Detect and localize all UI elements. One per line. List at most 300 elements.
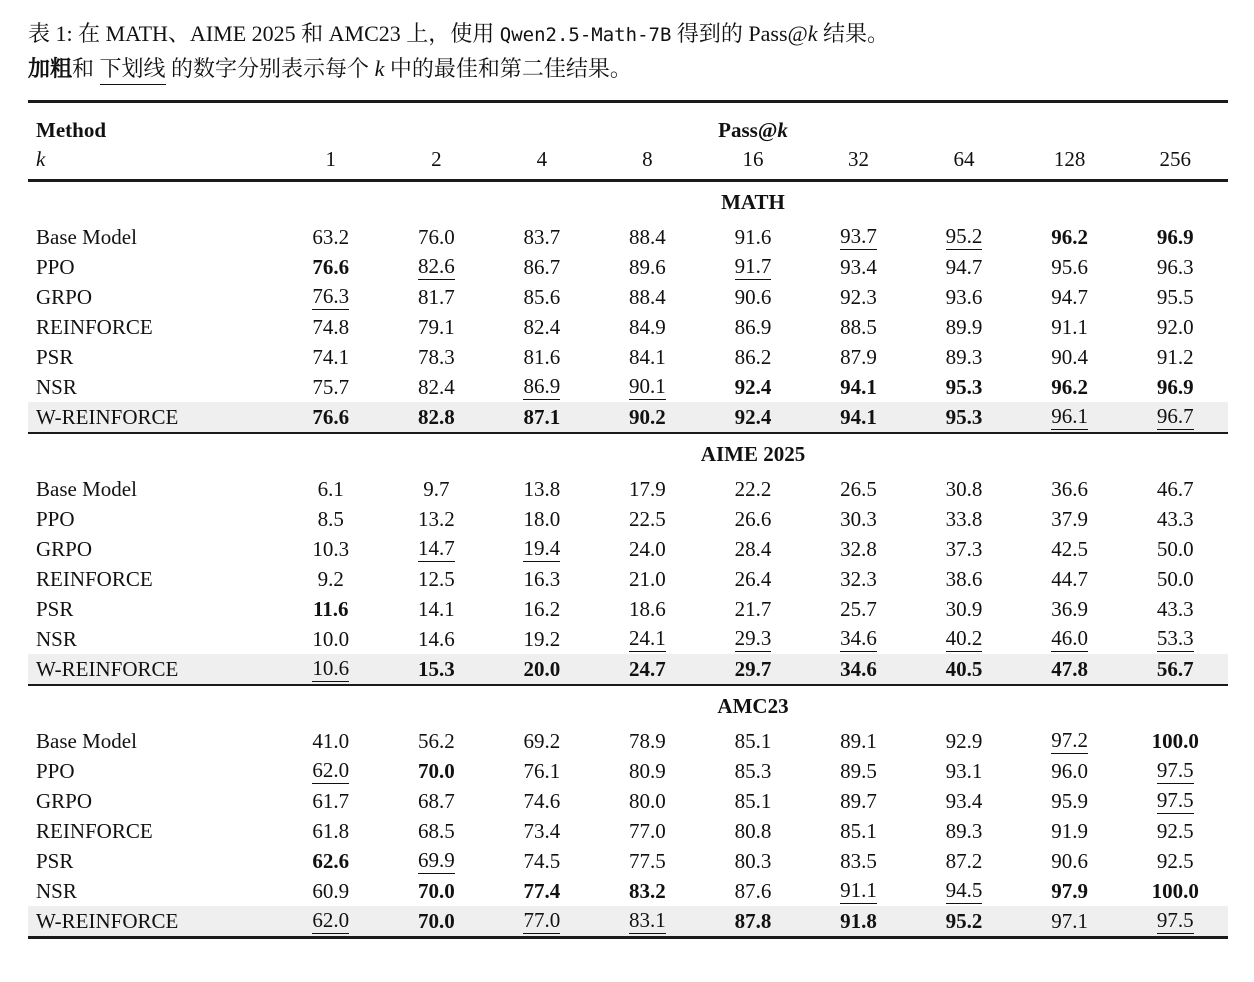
value-cell (278, 654, 384, 685)
value: 10.6 (312, 657, 349, 682)
value-cell (1122, 906, 1228, 938)
value: 30.8 (945, 476, 983, 501)
value-cell (700, 594, 806, 624)
value: 95.6 (1051, 254, 1088, 279)
method-cell: Base Model (36, 476, 137, 501)
value-cell (489, 726, 595, 756)
value: 70.0 (417, 878, 455, 903)
value-cell (700, 474, 806, 504)
value-cell (384, 504, 490, 534)
value: 13.2 (417, 506, 455, 531)
table-row (28, 594, 1228, 624)
value: 92.0 (1156, 314, 1194, 339)
value-cell (911, 372, 1017, 402)
k-row-label (28, 143, 278, 181)
value: 74.5 (523, 848, 561, 873)
value-cell (278, 726, 384, 756)
value: 47.8 (1051, 656, 1088, 681)
value: 50.0 (1156, 536, 1194, 561)
value: 46.7 (1156, 476, 1194, 501)
value: 10.0 (312, 626, 350, 651)
value: 88.4 (629, 284, 666, 309)
value-cell (384, 312, 490, 342)
value-cell (278, 534, 384, 564)
value: 56.2 (417, 728, 455, 753)
value: 96.0 (1051, 758, 1088, 783)
value-cell (595, 846, 701, 876)
value: 100.0 (1151, 728, 1199, 753)
value: 19.4 (523, 537, 560, 562)
value-cell (911, 756, 1017, 786)
value-cell (911, 876, 1017, 906)
value-cell (384, 876, 490, 906)
value: 22.2 (734, 476, 772, 501)
value-cell (595, 504, 701, 534)
table-row (28, 876, 1228, 906)
value-cell (1122, 282, 1228, 312)
table-row (28, 624, 1228, 654)
method-cell: REINFORCE (36, 314, 153, 339)
value-cell (806, 846, 912, 876)
value: 89.9 (945, 314, 983, 339)
value: 97.5 (1157, 909, 1194, 934)
value: 70.0 (417, 758, 455, 783)
value-cell (700, 654, 806, 685)
value: 24.7 (629, 656, 666, 681)
value-cell (911, 564, 1017, 594)
value-cell (806, 816, 912, 846)
value-cell (700, 504, 806, 534)
value-cell (1017, 534, 1123, 564)
value-cell (1122, 474, 1228, 504)
value-cell (806, 252, 912, 282)
value: 14.6 (417, 626, 455, 651)
value-cell (489, 372, 595, 402)
value-cell (595, 312, 701, 342)
value: 69.2 (523, 728, 561, 753)
value: 83.5 (840, 848, 877, 873)
value: 30.9 (945, 596, 983, 621)
value-cell (806, 906, 912, 938)
table-row (28, 846, 1228, 876)
value: 97.1 (1051, 908, 1088, 933)
value-cell (1017, 474, 1123, 504)
value-cell (806, 474, 912, 504)
value-cell (1122, 816, 1228, 846)
value-cell (595, 474, 701, 504)
value-cell (911, 282, 1017, 312)
method-cell: REINFORCE (36, 566, 153, 591)
value-cell (384, 906, 490, 938)
table-row (28, 402, 1228, 433)
value-cell (278, 222, 384, 252)
value-cell (806, 504, 912, 534)
value: 62.0 (312, 909, 349, 934)
k-value-header: 4 (536, 146, 548, 171)
value: 77.0 (629, 818, 666, 843)
table-row (28, 372, 1228, 402)
method-cell: PSR (36, 596, 74, 621)
value: 80.0 (629, 788, 666, 813)
value: 77.5 (629, 848, 666, 873)
value: 9.7 (423, 476, 450, 501)
value: 96.3 (1156, 254, 1194, 279)
value: 86.9 (734, 314, 772, 339)
value-cell (489, 624, 595, 654)
value: 86.9 (523, 375, 560, 400)
value-cell (595, 816, 701, 846)
section-header-spacer (28, 181, 278, 223)
value-cell (489, 402, 595, 433)
value: 82.4 (417, 374, 455, 399)
method-cell: W-REINFORCE (36, 404, 179, 429)
value: 97.9 (1051, 878, 1088, 903)
value: 87.6 (734, 878, 772, 903)
value: 36.9 (1051, 596, 1088, 621)
value-cell (384, 534, 490, 564)
caption-segment: 下划线 (100, 56, 166, 85)
passk-header (278, 102, 1228, 144)
value-cell (1017, 876, 1123, 906)
caption-segment: 加粗 (28, 56, 73, 82)
value-cell (911, 222, 1017, 252)
value: 92.4 (734, 374, 772, 399)
value: 97.5 (1157, 759, 1194, 784)
value-cell (384, 594, 490, 624)
value: 92.9 (945, 728, 983, 753)
value-cell (595, 624, 701, 654)
value-cell (806, 372, 912, 402)
value: 91.2 (1156, 344, 1194, 369)
method-column-header: Method (36, 118, 106, 143)
value: 43.3 (1156, 506, 1194, 531)
value: 26.4 (734, 566, 772, 591)
value: 91.7 (735, 255, 772, 280)
section-header-row (28, 685, 1228, 726)
value: 94.1 (840, 404, 877, 429)
value-cell (700, 222, 806, 252)
value: 16.2 (523, 596, 561, 621)
value: 76.3 (312, 285, 349, 310)
value: 95.3 (945, 404, 983, 429)
value-cell (278, 402, 384, 433)
value-cell (700, 564, 806, 594)
value-cell (278, 504, 384, 534)
value-cell (806, 342, 912, 372)
value-cell (384, 816, 490, 846)
value-cell (700, 282, 806, 312)
value: 82.4 (523, 314, 561, 339)
value: 95.2 (945, 908, 983, 933)
value-cell (489, 876, 595, 906)
value-cell (489, 816, 595, 846)
value: 29.3 (735, 627, 772, 652)
value-cell (489, 282, 595, 312)
value-cell (278, 624, 384, 654)
value-cell (595, 342, 701, 372)
k-value-header: 128 (1053, 146, 1086, 171)
caption-segment: k (374, 56, 385, 82)
value: 14.7 (418, 537, 455, 562)
value-cell (595, 534, 701, 564)
section-title: MATH (721, 189, 785, 214)
value-cell (278, 756, 384, 786)
value-cell (489, 222, 595, 252)
value-cell (700, 816, 806, 846)
value-cell (1122, 402, 1228, 433)
value: 42.5 (1051, 536, 1088, 561)
value-cell (384, 624, 490, 654)
value: 95.9 (1051, 788, 1088, 813)
value: 25.7 (840, 596, 877, 621)
value-cell (1122, 372, 1228, 402)
section-header-row (28, 181, 1228, 223)
value-cell (1122, 726, 1228, 756)
caption-segment: 结果。 (817, 21, 890, 46)
value-cell (489, 786, 595, 816)
value: 90.1 (629, 375, 666, 400)
value: 83.2 (629, 878, 666, 903)
caption-segment: 和 (72, 56, 100, 82)
value-cell (278, 312, 384, 342)
k-value-header: 16 (742, 146, 764, 171)
value-cell (278, 564, 384, 594)
value-cell (700, 876, 806, 906)
value-cell (384, 222, 490, 252)
value: 14.1 (417, 596, 455, 621)
value: 34.6 (840, 656, 877, 681)
value: 46.0 (1051, 627, 1088, 652)
value-cell (1122, 342, 1228, 372)
value-cell (595, 906, 701, 938)
value-cell (595, 282, 701, 312)
value-cell (911, 342, 1017, 372)
method-cell: NSR (36, 878, 77, 903)
value: 38.6 (945, 566, 983, 591)
table-row (28, 564, 1228, 594)
value-cell (384, 846, 490, 876)
value: 18.6 (629, 596, 666, 621)
value: 78.3 (417, 344, 455, 369)
value-cell (1017, 786, 1123, 816)
value-cell (1017, 906, 1123, 938)
value: 87.2 (945, 848, 983, 873)
value: 89.5 (840, 758, 877, 783)
value: 41.0 (312, 728, 350, 753)
value-cell (806, 402, 912, 433)
value: 15.3 (417, 656, 455, 681)
value: 12.5 (417, 566, 455, 591)
value-cell (1017, 816, 1123, 846)
value-cell (278, 474, 384, 504)
value: 94.1 (840, 374, 877, 399)
table-row (28, 534, 1228, 564)
value: 90.4 (1051, 344, 1088, 369)
value-cell (806, 654, 912, 685)
caption-segment: 表 1: 在 MATH、AIME 2025 和 AMC23 上，使用 (28, 21, 500, 46)
value: 10.3 (312, 536, 350, 561)
value: 87.8 (734, 908, 772, 933)
value-cell (489, 252, 595, 282)
k-symbol: k (36, 146, 46, 171)
value: 26.6 (734, 506, 772, 531)
value: 91.1 (840, 879, 877, 904)
k-value-header: 32 (848, 146, 869, 171)
value: 22.5 (629, 506, 666, 531)
value: 62.0 (312, 759, 349, 784)
section-header-spacer (28, 685, 278, 726)
value: 60.9 (312, 878, 350, 903)
value: 76.0 (417, 224, 455, 249)
table-row (28, 282, 1228, 312)
value-cell (1017, 846, 1123, 876)
value-cell (911, 504, 1017, 534)
value: 96.2 (1051, 374, 1088, 399)
value: 26.5 (840, 476, 877, 501)
value-cell (1017, 252, 1123, 282)
value-cell (384, 786, 490, 816)
value-cell (700, 624, 806, 654)
value: 88.4 (629, 224, 666, 249)
table-row (28, 342, 1228, 372)
table-row (28, 816, 1228, 846)
value: 76.6 (312, 254, 350, 279)
section-aime-2025 (28, 433, 1228, 685)
value-cell (384, 342, 490, 372)
table-row (28, 906, 1228, 938)
value: 93.4 (945, 788, 983, 813)
table-caption (28, 16, 1228, 86)
value-cell (278, 252, 384, 282)
value: 77.4 (523, 878, 561, 903)
method-cell: NSR (36, 374, 77, 399)
value: 85.1 (734, 788, 772, 813)
section-math (28, 181, 1228, 434)
value-cell (278, 342, 384, 372)
value-cell (1122, 846, 1228, 876)
table-row (28, 222, 1228, 252)
value-cell (595, 564, 701, 594)
value: 53.3 (1157, 627, 1194, 652)
value: 97.2 (1051, 729, 1088, 754)
value: 50.0 (1156, 566, 1194, 591)
method-cell: PPO (36, 758, 75, 783)
value: 90.2 (629, 404, 666, 429)
value-cell (806, 222, 912, 252)
value-cell (278, 282, 384, 312)
section-header-spacer (28, 433, 278, 474)
value-cell (1017, 504, 1123, 534)
value-cell (278, 816, 384, 846)
value: 91.8 (840, 908, 877, 933)
value: 81.6 (523, 344, 561, 369)
value-cell (1017, 402, 1123, 433)
value-cell (595, 786, 701, 816)
value: 19.2 (523, 626, 561, 651)
section-title: AMC23 (717, 693, 789, 718)
value-cell (489, 594, 595, 624)
value-cell (278, 594, 384, 624)
value: 30.3 (840, 506, 877, 531)
value-cell (700, 372, 806, 402)
value-cell (278, 786, 384, 816)
value-cell (1122, 876, 1228, 906)
value-cell (700, 906, 806, 938)
value: 91.9 (1051, 818, 1088, 843)
value-cell (278, 372, 384, 402)
value: 76.1 (523, 758, 561, 783)
method-cell: PPO (36, 506, 75, 531)
value-cell (911, 624, 1017, 654)
value: 70.0 (417, 908, 455, 933)
value: 96.1 (1051, 405, 1088, 430)
value: 56.7 (1156, 656, 1194, 681)
value-cell (489, 654, 595, 685)
method-cell: PSR (36, 344, 74, 369)
value: 92.5 (1156, 848, 1194, 873)
value: 84.9 (629, 314, 666, 339)
k-value-header: 2 (431, 146, 442, 171)
value-cell (489, 342, 595, 372)
value: 94.5 (946, 879, 983, 904)
value: 21.7 (734, 596, 772, 621)
caption-line2 (28, 51, 1228, 86)
value-cell (595, 222, 701, 252)
method-cell: PSR (36, 848, 74, 873)
value: 40.2 (946, 627, 983, 652)
method-cell: GRPO (36, 788, 93, 813)
value-cell (1017, 756, 1123, 786)
k-value-header: 256 (1159, 146, 1191, 171)
value-cell (489, 846, 595, 876)
caption-line1 (28, 16, 1228, 51)
value: 28.4 (734, 536, 772, 561)
value-cell (1122, 564, 1228, 594)
value-cell (595, 876, 701, 906)
value: 92.5 (1156, 818, 1194, 843)
value-cell (595, 594, 701, 624)
value-cell (489, 534, 595, 564)
value: 94.7 (945, 254, 983, 279)
value: 74.6 (523, 788, 561, 813)
value-cell (911, 402, 1017, 433)
value-cell (278, 876, 384, 906)
value: 83.1 (629, 909, 666, 934)
value-cell (384, 474, 490, 504)
value: 92.3 (840, 284, 877, 309)
value-cell (1122, 594, 1228, 624)
value-cell (806, 312, 912, 342)
value-cell (1017, 282, 1123, 312)
value: 11.6 (312, 596, 349, 621)
value: 37.3 (945, 536, 983, 561)
value-cell (278, 906, 384, 938)
value: 85.3 (734, 758, 772, 783)
value: 86.2 (734, 344, 772, 369)
value-cell (700, 534, 806, 564)
value-cell (595, 654, 701, 685)
value: 61.8 (312, 818, 350, 843)
value: 69.9 (418, 849, 455, 874)
value: 90.6 (1051, 848, 1088, 873)
value: 82.8 (417, 404, 455, 429)
method-cell: GRPO (36, 284, 93, 309)
value-cell (1017, 564, 1123, 594)
value-cell (384, 756, 490, 786)
value-cell (1122, 654, 1228, 685)
value: 79.1 (417, 314, 455, 339)
k-value-header: 1 (325, 146, 337, 171)
